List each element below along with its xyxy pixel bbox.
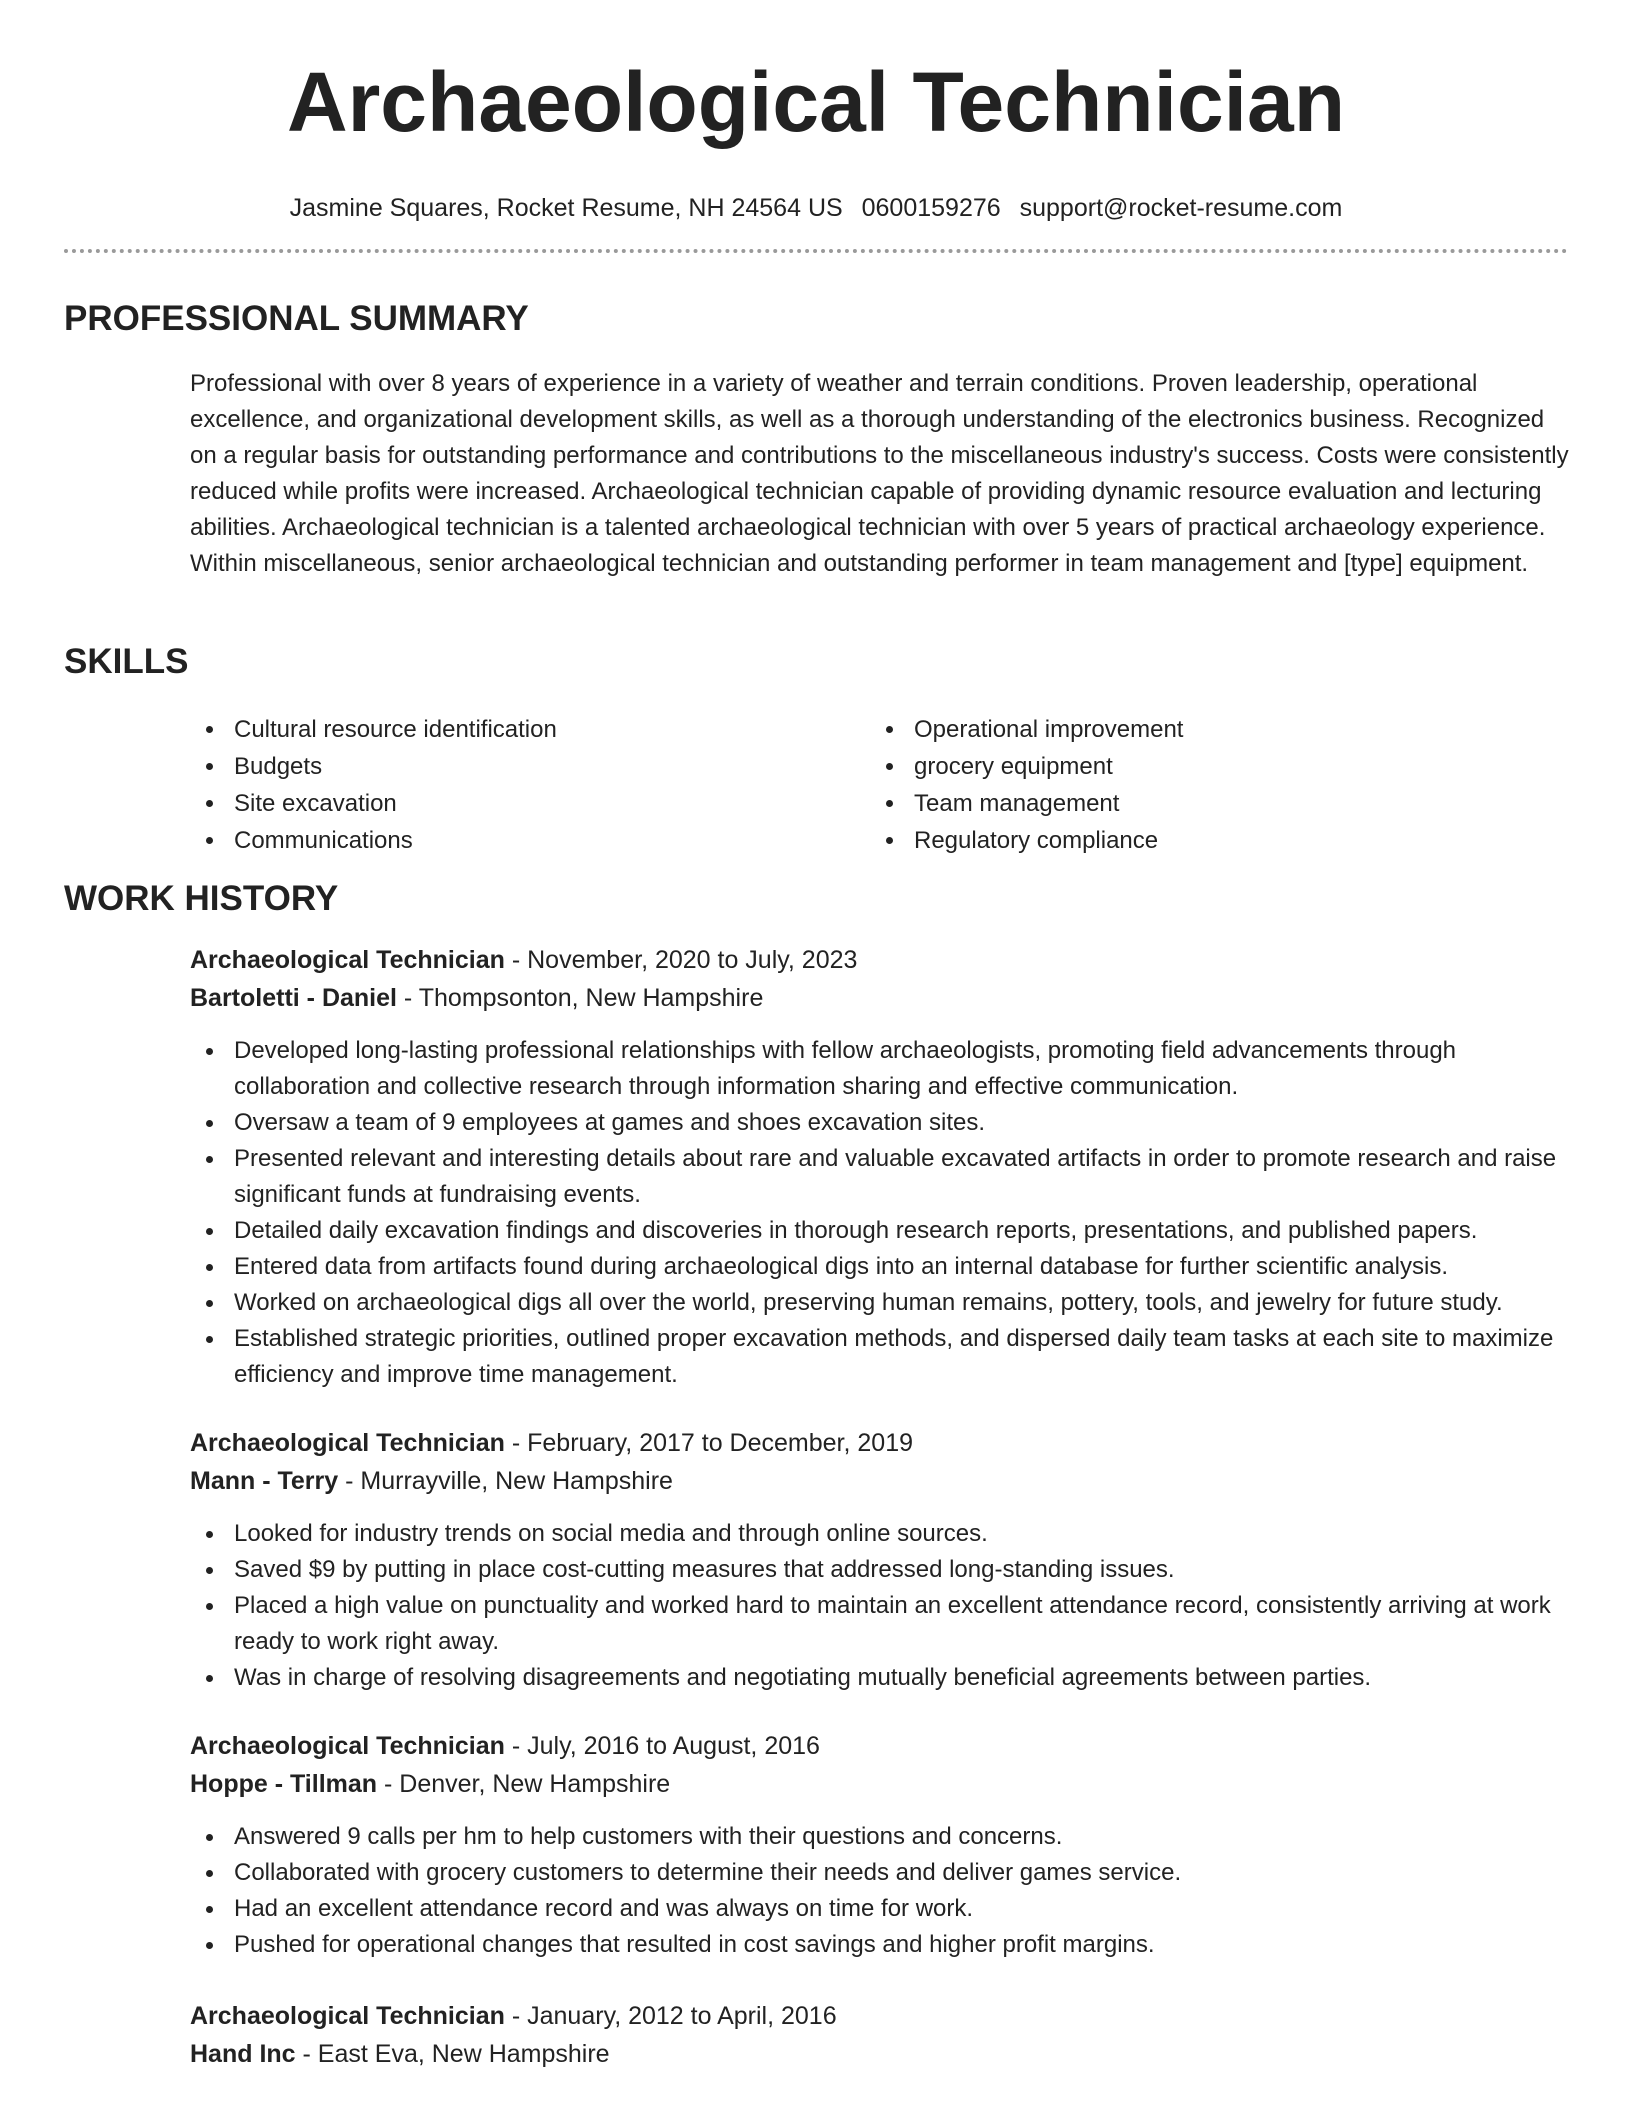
- job-company-line: [190, 1462, 1570, 1500]
- job-title: Archaeological Technician: [190, 2002, 505, 2030]
- job-company-line: [190, 2035, 1570, 2073]
- job-company-line: [190, 979, 1570, 1017]
- resume-title: Archaeological Technician: [286, 55, 1346, 149]
- job-entry: [190, 1727, 1570, 1963]
- job-title-line: [190, 941, 1570, 979]
- duty-item: Oversaw a team of 9 employees at games and shoes excavation sites.: [190, 1105, 1570, 1141]
- skills-heading: SKILLS: [64, 642, 189, 681]
- duty-item: Worked on archaeological digs all over the world, preserving human remains, pottery, tools, and jewelry for future study.: [190, 1285, 1570, 1321]
- summary-text: Professional with over 8 years of experience in a variety of weather and terrain conditions. Proven leadership, operational excellence, and organizational development skills, as well as a thorough understanding of the electronics business. Recognized on a regular basis for outstanding performance and contributions to the miscellaneous industry's success. Costs were consistently reduced while profits were increased. Archaeological technician capable of providing dynamic resource evaluation and lecturing abilities. Archaeological technician is a talented archaeological technician with over 5 years of practical archaeology experience. Within miscellaneous, senior archaeological technician and outstanding performer in team management and [type] equipment.: [190, 370, 1569, 577]
- job-title-line: [190, 1997, 1570, 2035]
- summary-heading: PROFESSIONAL SUMMARY: [64, 299, 529, 338]
- job-dates: - November, 2020 to July, 2023: [504, 946, 858, 974]
- job-title-line: [190, 1727, 1570, 1765]
- job-company: Hoppe - Tillman: [190, 1770, 378, 1798]
- duty-item: Entered data from artifacts found during archaeological digs into an internal database for further scientific analysis.: [190, 1249, 1570, 1285]
- contact-email: support@rocket-resume.com: [1019, 194, 1343, 222]
- job-entry: [190, 1997, 1570, 2073]
- job-location: - Thompsonton, New Hampshire: [396, 984, 764, 1012]
- job-duties: [190, 1819, 1570, 1963]
- job-location: - East Eva, New Hampshire: [295, 2040, 610, 2068]
- job-entry: [190, 941, 1570, 1393]
- job-company: Hand Inc: [190, 2040, 296, 2068]
- duty-item: Established strategic priorities, outlined proper excavation methods, and dispersed daily team tasks at each site to maximize efficiency and improve time management.: [190, 1321, 1570, 1393]
- skills-list: [190, 711, 1570, 859]
- job-location: - Murrayville, New Hampshire: [338, 1467, 673, 1495]
- skill-item: Cultural resource identification: [190, 711, 870, 748]
- work-history-heading: WORK HISTORY: [64, 879, 339, 918]
- contact-address: Jasmine Squares, Rocket Resume, NH 24564 US: [289, 194, 843, 222]
- duty-item: Collaborated with grocery customers to determine their needs and deliver games service.: [190, 1855, 1570, 1891]
- job-company-line: [190, 1765, 1570, 1803]
- job-title: Archaeological Technician: [190, 946, 505, 974]
- job-title: Archaeological Technician: [190, 1429, 505, 1457]
- duty-item: Placed a high value on punctuality and worked hard to maintain an excellent attendance record, consistently arriving at work ready to work right away.: [190, 1588, 1570, 1660]
- job-title-line: [190, 1424, 1570, 1462]
- skills-column-left: [190, 711, 870, 859]
- job-dates: - July, 2016 to August, 2016: [504, 1732, 820, 1760]
- duty-item: Saved $9 by putting in place cost-cutting measures that addressed long-standing issues.: [190, 1552, 1570, 1588]
- duty-item: Developed long-lasting professional relationships with fellow archaeologists, promoting field advancements through collaboration and collective research through information sharing and effective communication.: [190, 1033, 1570, 1105]
- skill-item: Site excavation: [190, 785, 870, 822]
- duty-item: Looked for industry trends on social media and through online sources.: [190, 1516, 1570, 1552]
- skill-item: Operational improvement: [870, 711, 1550, 748]
- job-dates: - February, 2017 to December, 2019: [504, 1429, 913, 1457]
- skill-item: grocery equipment: [870, 748, 1550, 785]
- job-location: - Denver, New Hampshire: [377, 1770, 671, 1798]
- job-title: Archaeological Technician: [190, 1732, 505, 1760]
- job-duties: [190, 1033, 1570, 1393]
- job-company: Mann - Terry: [190, 1467, 339, 1495]
- duty-item: Was in charge of resolving disagreements and negotiating mutually beneficial agreements between parties.: [190, 1660, 1570, 1696]
- skill-item: Budgets: [190, 748, 870, 785]
- skill-item: Communications: [190, 822, 870, 859]
- duty-item: Detailed daily excavation findings and discoveries in thorough research reports, presentations, and published papers.: [190, 1213, 1570, 1249]
- contact-line: [0, 192, 1632, 224]
- duty-item: Pushed for operational changes that resulted in cost savings and higher profit margins.: [190, 1927, 1570, 1963]
- duty-item: Had an excellent attendance record and was always on time for work.: [190, 1891, 1570, 1927]
- job-duties: [190, 1516, 1570, 1696]
- skills-column-right: [870, 711, 1550, 859]
- duty-item: Answered 9 calls per hm to help customers with their questions and concerns.: [190, 1819, 1570, 1855]
- skill-item: Regulatory compliance: [870, 822, 1550, 859]
- job-company: Bartoletti - Daniel: [190, 984, 397, 1012]
- job-dates: - January, 2012 to April, 2016: [504, 2002, 837, 2030]
- duty-item: Presented relevant and interesting details about rare and valuable excavated artifacts in order to promote research and raise significant funds at fundraising events.: [190, 1141, 1570, 1213]
- skill-item: Team management: [870, 785, 1550, 822]
- header-divider: [64, 249, 1568, 253]
- contact-phone: 0600159276: [861, 194, 1001, 222]
- resume-header: [0, 0, 1632, 224]
- job-entry: [190, 1424, 1570, 1696]
